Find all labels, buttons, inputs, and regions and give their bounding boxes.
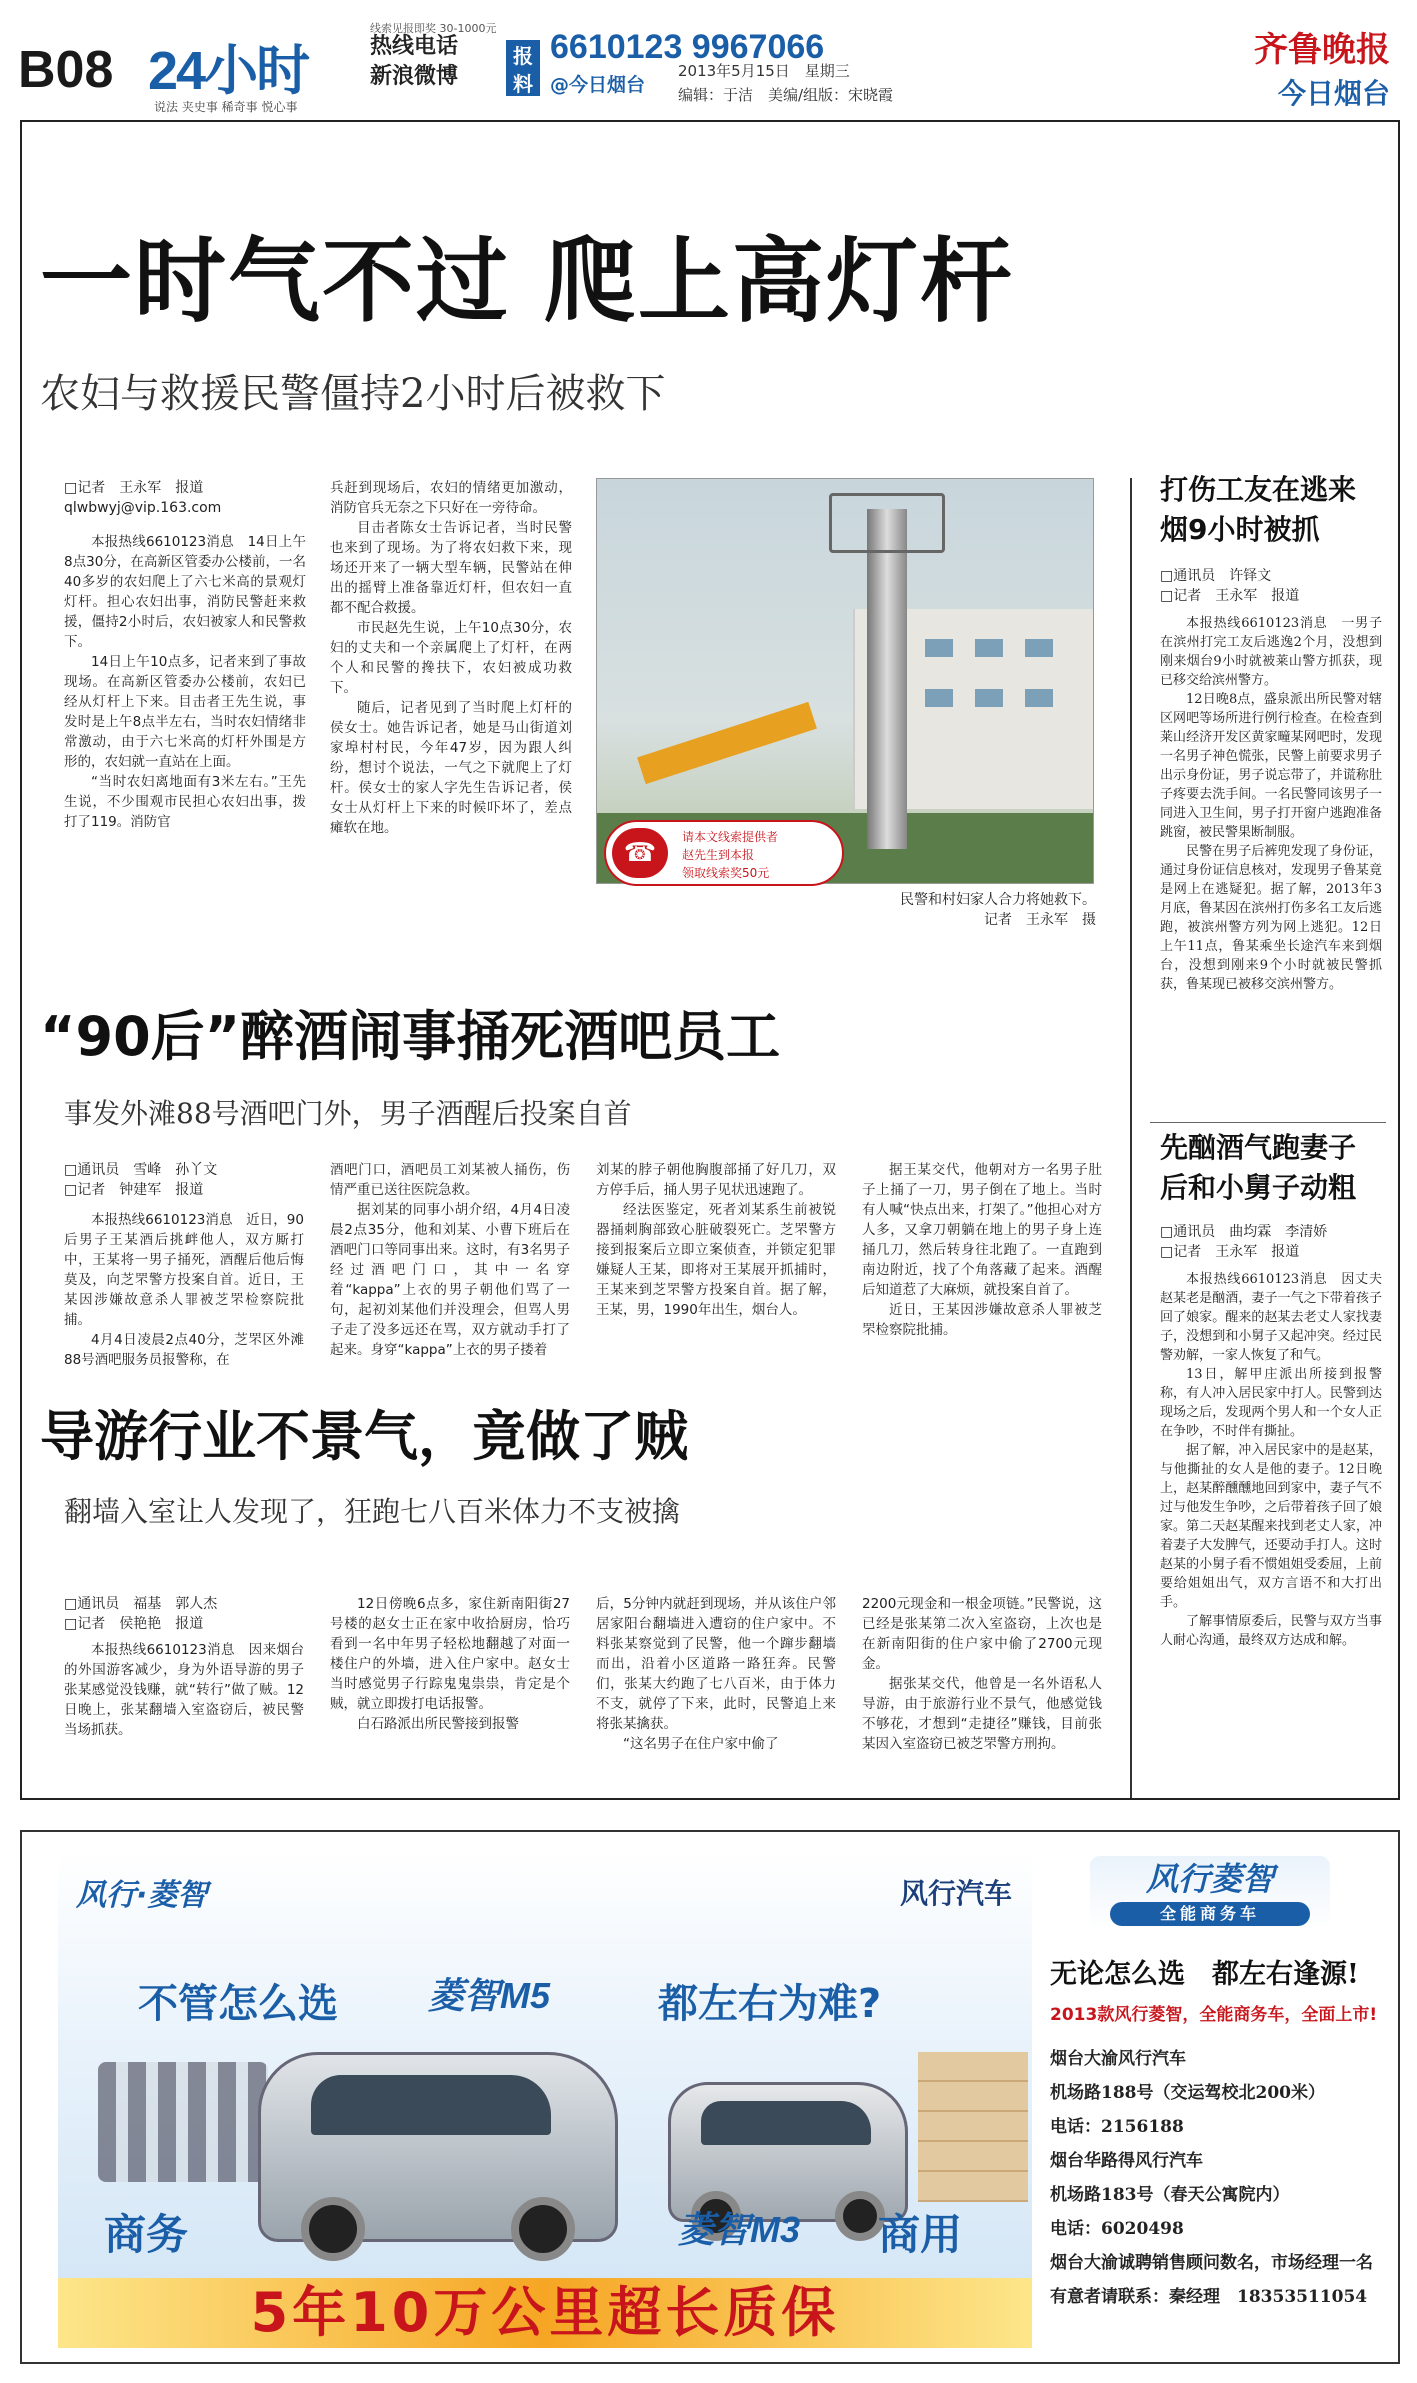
weibo-handle: @今日烟台 [550,74,646,96]
story2-subhead: 事发外滩88号酒吧门外，男子酒醒后投案自首 [64,1097,632,1130]
hotline-block [370,22,497,92]
section-logo-suffix: 小时 [204,41,309,101]
ad-brand-right: 风行汽车 [899,1877,1012,1910]
lead-byline: □记者 王永军 报道 qlwbwyj@vip.163.com [64,480,222,516]
lead-headline: 一时气不过 爬上高灯杆 [40,228,1015,335]
ad-model-m3: 菱智M3 [678,2209,801,2250]
story2-column-1: 本报热线6610123消息 近日，90后男子王某酒后挑衅他人，双方厮打中，王某将一男子捅死，酒醒后他后悔莫及，向芝罘警方投案自首。近日，王某因涉嫌故意杀人罪被芝罘检察院批捕。 4月4日凌晨2点40分，芝罘区外滩88号酒吧服务员报警称，在 [64,1212,304,1368]
label-commercial: 商用 [878,2210,963,2259]
editors-line: 编辑：于洁 美编/组版：宋晓霞 [678,86,894,104]
phone-icon: ☎ [612,828,668,878]
car-m3-image [668,2082,908,2222]
warranty-banner: 5年10万公里超长质保 [58,2278,1032,2348]
sidebar-rule [1150,1122,1386,1123]
reporter-email: qlwbwyj@vip.163.com [64,500,222,516]
lead-column-1: 本报热线6610123消息 14日上午8点30分，在高新区管委办公楼前，一名40多岁的农妇爬上了六七米高的景观灯灯杆。担心农妇出事，消防民警赶来救援，僵持2小时后，农妇被家人和民警救下。 14日上午10点多，记者来到了事故现场。在高新区管委办公楼前，农妇已经从灯杆上下来。目击者王先生说，事发时是上午8点半左右，当时农妇情绪非常激动，由于六七米高的灯杆外围是方形的，农妇就一直站在上面。 “当时农妇离地面有3米左右。”王先生说，不少围观市民担心农妇出事，拨打了119。消防官 [64,534,306,830]
ad-question-1: 不管怎么选 [138,1981,338,2027]
story2-column-4: 据王某交代，他朝对方一名男子肚子上捅了一刀，男子倒在了地上。当时有人喊“快点出来，打架了。”他担心对方人多，又拿刀朝躺在地上的男子身上连捅几刀，然后转身往北跑了。一直跑到南边附近，找了个角落藏了起来。酒醒后知道惹了大麻烦，就投案自首了。 近日，王某因涉嫌故意杀人罪被芝罘检察院批捕。 [862,1162,1102,1338]
side2-headline: 先酗酒气跑妻子后和小舅子动粗 [1160,1131,1357,1204]
story3-subhead: 翻墙入室让人发现了，狂跑七八百米体力不支被擒 [64,1495,681,1528]
hotline-phone: 6610123 9967066 [550,28,825,66]
sidebar-divider [1130,478,1132,1798]
lead-column-2: 兵赶到现场后，农妇的情绪更加激动，消防官兵无奈之下只好在一旁待命。 目击者陈女士告诉记者，当时民警也来到了现场。为了将农妇救下来，现场还开来了一辆大型车辆，民警站在伸出的摇臂上准备靠近灯杆，但农妇一直都不配合救援。 市民赵先生说，上午10点30分，农妇的丈夫和一个亲属爬上了灯杆，在两个人和民警的搀扶下，农妇被成功救下。 随后，记者见到了当时爬上灯杆的侯女士。她告诉记者，她是马山街道刘家埠村村民，今年47岁，因为跟人纠纷，想讨个说法，一气之下就爬上了灯杆。侯女士的家人字先生告诉记者，侯女士从灯杆上下来的时候吓坏了，差点瘫软在地。 [330,480,572,836]
story2-column-3: 刘某的脖子朝他胸腹部捅了好几刀，双方停手后，捅人男子见状迅速跑了。 经法医鉴定，死者刘某系生前被锐器捅刺胸部致心脏破裂死亡。芝罘警方接到报案后立即立案侦查，并锁定犯罪嫌疑人王某，即将对王某展开抓捕时，王某来到芝罘警方投案自首。据了解，王某，男，1990年出生，烟台人。 [596,1162,836,1318]
photo-credit: 记者 王永军 摄 [984,912,1096,928]
ad-question-2: 都左右为难? [658,1981,882,2027]
hotline-note: 线索见报即奖 30-1000元 [370,22,497,35]
tip-reward-badge: ☎ 请本文线索提供者 赵先生到本报 领取线索奖50元 [604,820,844,886]
page-header [18,18,1398,118]
side2-byline: □通讯员 曲均霖 李清娇 □记者 王永军 报道 [1160,1224,1328,1260]
weibo-label: 新浪微博 [370,64,459,89]
story3-headline: 导游行业不景气，竟做了贼 [40,1405,688,1468]
ad-dealer-info [1050,1852,1390,2348]
side1-headline: 打伤工友在逃来烟9小时被抓 [1160,473,1357,546]
side1-body: 本报热线6610123消息 一男子在滨州打完工友后逃逸2个月，没想到刚来烟台9小时就被莱山警方抓获，现已移交给滨州警方。 12日晚8点，盛泉派出所民警对辖区网吧等场所进行例行检查。在检查到莱山经济开发区黄家疃某网吧时，发现一名男子神色慌张，民警上前要求男子出示身份证，男子说忘带了，并谎称肚子疼要去洗手间。一名民警同该男子一同进入卫生间，男子打开窗户逃跑准备跳窗，被民警果断制服。 民警在男子后裤兜发现了身份证，通过身份证信息核对，发现男子鲁某竟是网上在逃疑犯。据了解，2013年3月底，鲁某因在滨州打伤多名工友后逃跑，被滨州警方列为网上逃犯。12日上午11点，鲁某乘坐长途汽车来到烟台，没想到刚来9个小时就被民警抓获，鲁某现已被移交滨州警方。 [1160,616,1382,992]
story2-byline: □通讯员 雪峰 孙丫文 □记者 钟建军 报道 [64,1162,218,1198]
story2-column-2: 酒吧门口，酒吧员工刘某被人捅伤，伤情严重已送往医院急救。 据刘某的同事小胡介绍，4月4日凌晨2点35分，他和刘某、小曹下班后在酒吧门口等同事出来。这时，有3名男子经过酒吧门口，其中一名穿着“kappa”上衣的男子朝他们骂了一句，起初刘某他们并没理会，但骂人男子走了没多远还在骂，双方就动手打了起来。身穿“kappa”上衣的男子搂着 [330,1162,570,1358]
ad-launch-line: 2013款风行菱智，全能商务车，全面上市! [1050,2005,1378,2025]
ad-slogan: 无论怎么选 都左右逢源! [1050,1959,1359,1990]
edition-name: 今日烟台 [1277,77,1390,110]
logo-tagline: 说法 夹史事 稀奇事 悦心事 [154,100,298,114]
side2-body: 本报热线6610123消息 因丈夫赵某老是酗酒，妻子一气之下带着孩子回了娘家。醒来的赵某去老丈人家找妻子，没想到和小舅子又起冲突。经过民警劝解，一家人恢复了和气。 13日，解甲庄派出所接到报警称，有人冲入居民家中打人。民警到达现场之后，发现两个男人和一个女人正在争吵，不时伴有撕扯。 据了解，冲入居民家中的是赵某，与他撕扯的女人是他的妻子。12日晚上，赵某醉醺醺地回到家中，妻子气不过与他发生争吵，之后带着孩子回了娘家。第二天赵某醒来找到老丈人家，冲着妻子大发脾气，还要动手打人。这时赵某的小舅子看不惯姐姐受委屈，上前要给姐姐出气，双方言语不和大打出手。 了解事情原委后，民警与双方当事人耐心沟通，最终双方达成和解。 [1160,1272,1382,1648]
ad-model-m5: 菱智M5 [428,1975,551,2016]
ad-brand-left: 风行·菱智 [76,1878,208,1913]
story3-column-1: 本报热线6610123消息 因来烟台的外国游客减少，身为外语导游的男子张某感觉没钱赚，就“转行”做了贼。12日晚上，张某翻墙入室盗窃后，被民警当场抓获。 [64,1642,304,1738]
story3-column-4: 2200元现金和一根金项链。”民警说，这已经是张某第二次入室盗窃，上次也是在新南阳街的住户家中偷了2700元现金。 据张某交代，他曾是一名外语私人导游，由于旅游行业不景气，他感觉钱不够花，才想到“走捷径”赚钱，目前张某因入室盗窃已被芝罘警方刑拘。 [862,1596,1102,1752]
business-people-image [98,2062,268,2182]
issue-date: 2013年5月15日 星期三 [678,62,850,80]
car-m5-image [258,2052,618,2242]
story3-column-2: 12日傍晚6点多，家住新南阳街27号楼的赵女士正在家中收拾厨房，恰巧看到一名中年男子轻松地翻越了对面一楼住户的外墙，进入住户家中。赵女士当时感觉男子行踪鬼鬼祟祟，肯定是个贼，就立即拨打电话报警。 白石路派出所民警接到报警 [330,1596,570,1732]
ad-visual [58,1852,1032,2348]
cargo-boxes-image [918,2052,1028,2202]
ad-logo: 风行菱智 全能商务车 [1090,1856,1330,1930]
story3-byline: □通讯员 福基 郭人杰 □记者 侯艳艳 报道 [64,1596,218,1632]
section-logo: 24小时 说法 夹史事 稀奇事 悦心事 [148,41,309,114]
photo-caption: 民警和村妇家人合力将她救下。 记者 王永军 摄 [860,890,1096,930]
newspaper-brand: 齐鲁晚报 [1254,30,1390,70]
hotline-label: 热线电话 [370,34,459,59]
side1-byline: □通讯员 许铎文 □记者 王永军 报道 [1160,568,1300,604]
dealer-list: 烟台大渝风行汽车 机场路188号（交运驾校北200米） 电话：2156188 烟台华路得风行汽车 机场路183号（春天公寓院内） 电话：6020498 烟台大渝诚聘销售顾问数名，市场经理一名 有意者请联系：秦经理 18353511054 [1050,2049,1373,2307]
car-advertisement [20,1830,1400,2364]
page-number: B08 [18,41,114,99]
lead-subhead: 农妇与救援民警僵持2小时后被救下 [40,371,666,417]
story2-headline: “90后”醉酒闹事捅死酒吧员工 [40,1005,781,1068]
label-business: 商务 [104,2210,189,2259]
story3-column-3: 后，5分钟内就赶到现场，并从该住户邻居家阳台翻墙进入遭窃的住户家中。不料张某察觉到了民警，他一个蹿步翻墙而出，沿着小区道路一路狂奔。民警们，张某大约跑了七八百米，由于体力不支，就停了下来，此时，民警追上来将张某擒获。 “这名男子在住户家中偷了 [596,1596,836,1752]
baoliao-tag: 报料 [506,40,540,96]
